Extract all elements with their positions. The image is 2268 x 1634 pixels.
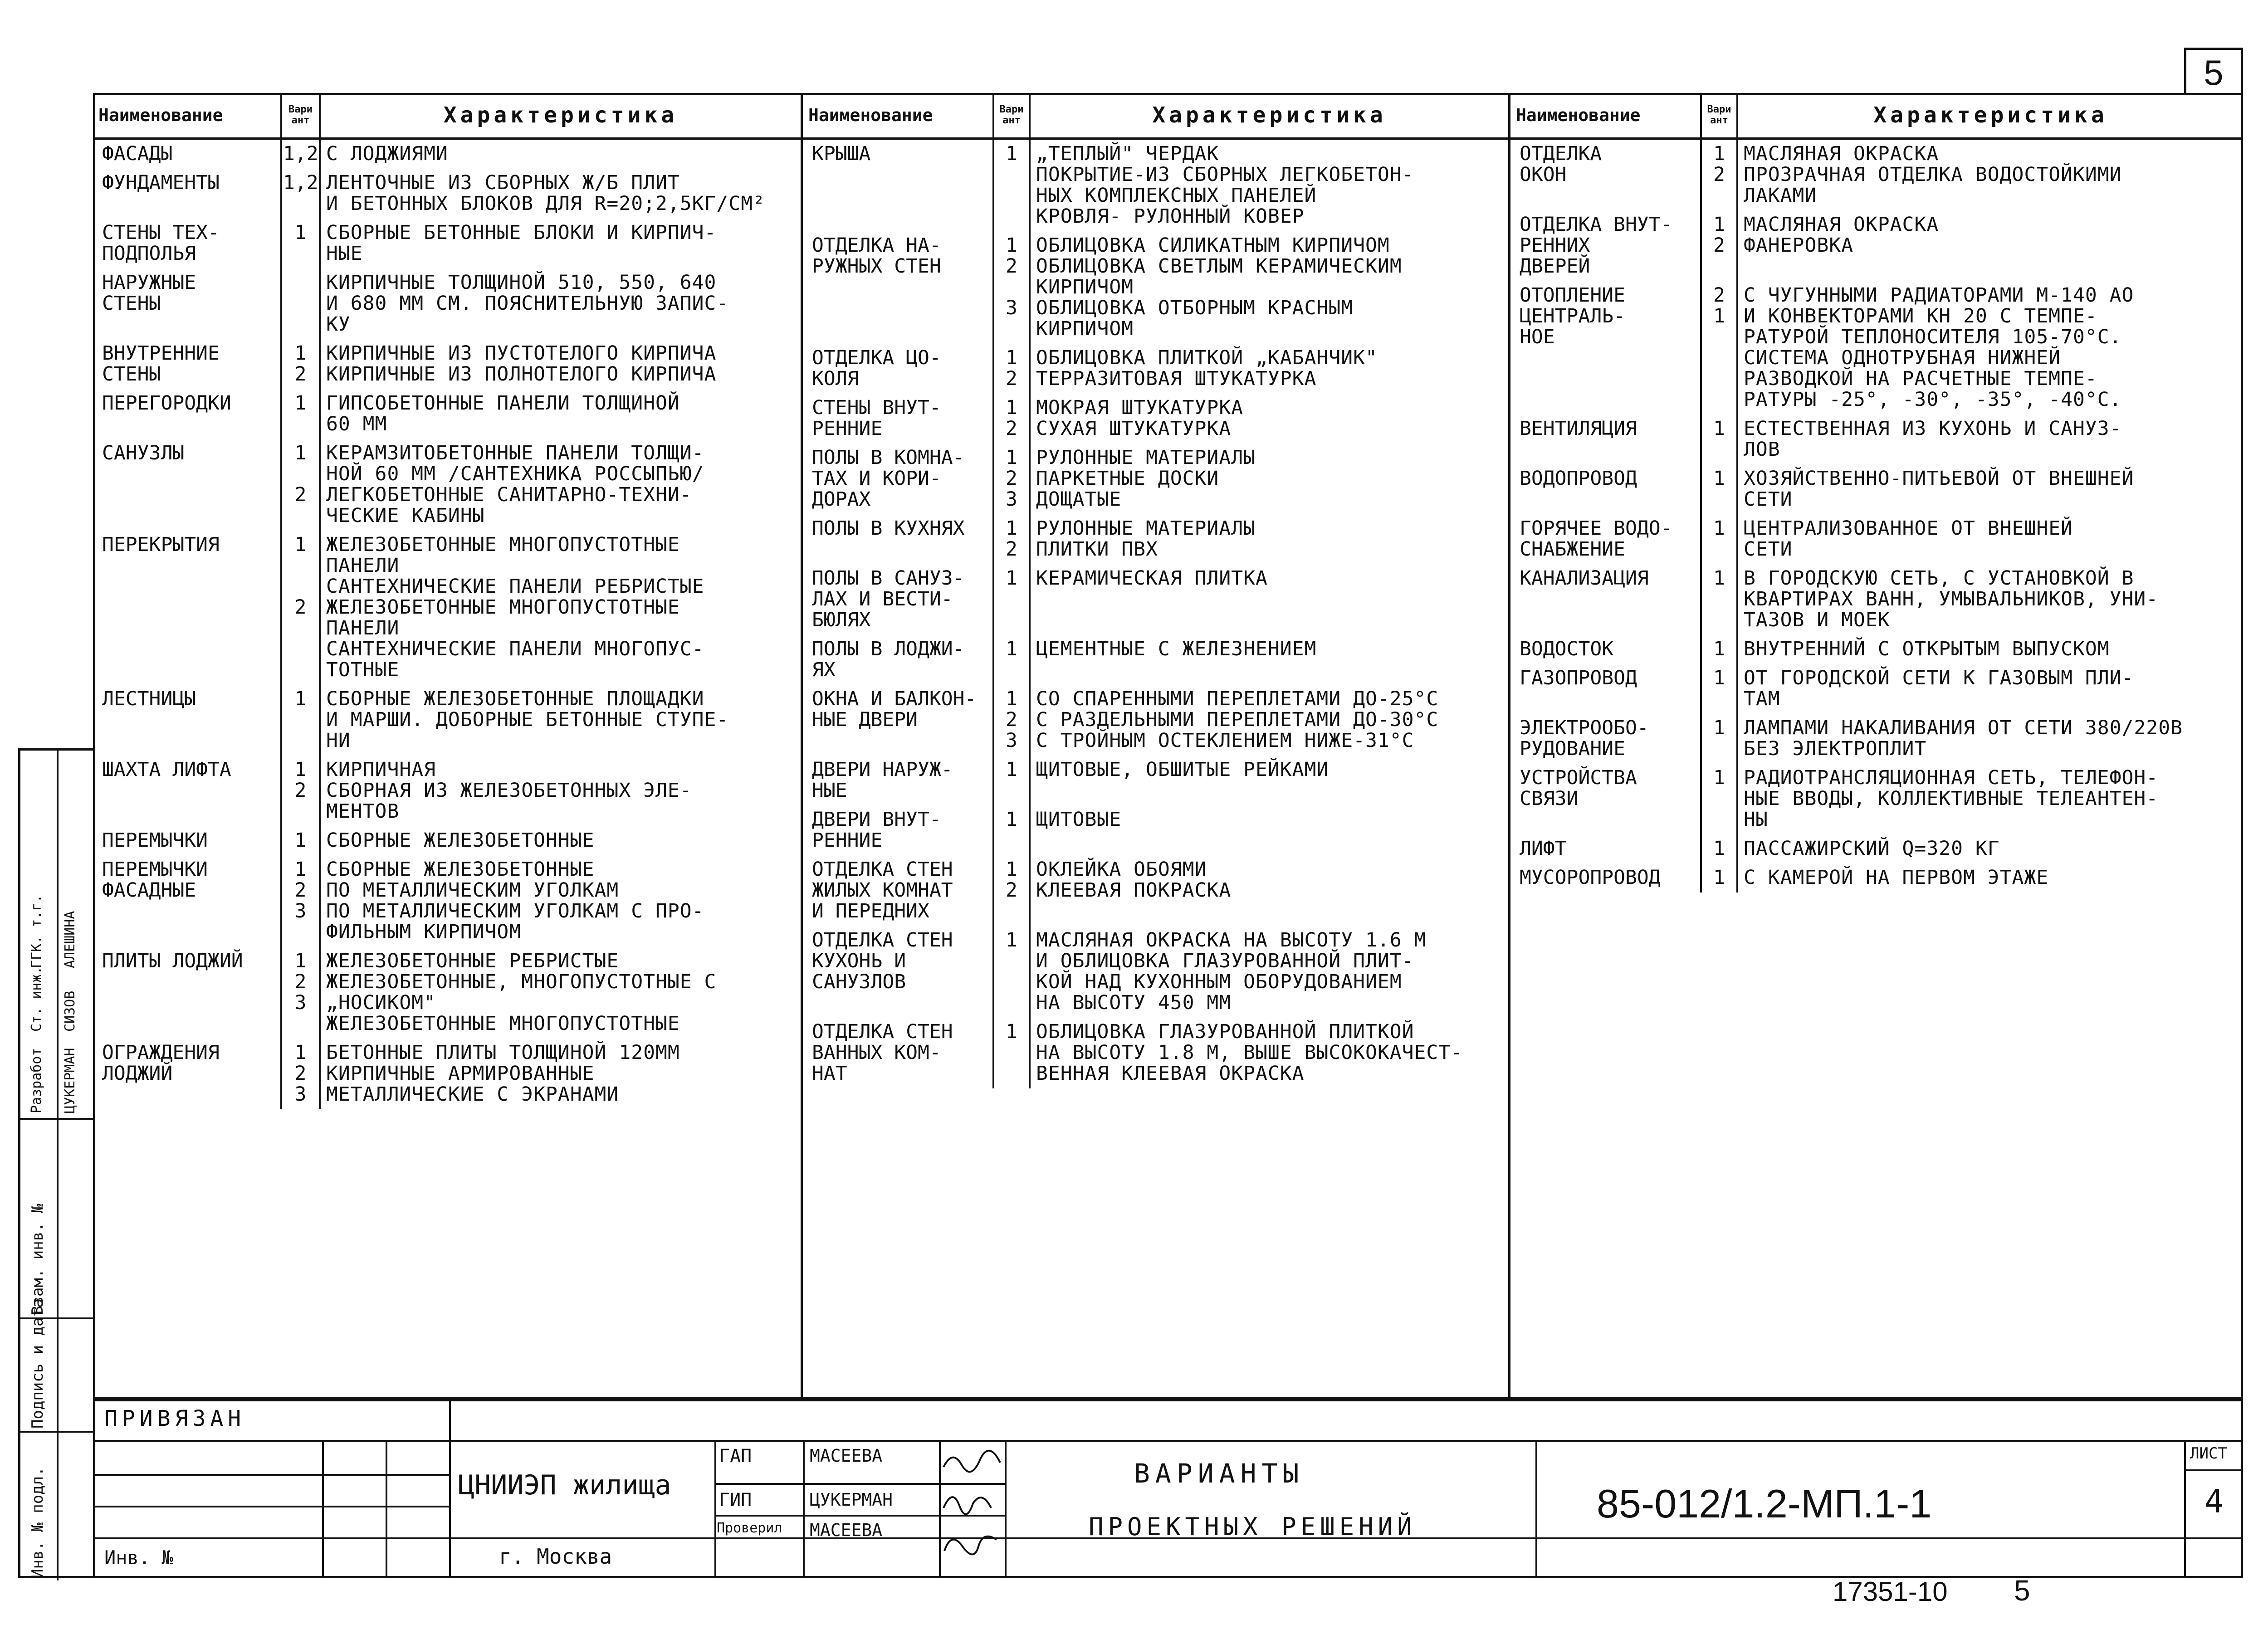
spec-row [1510,714,2243,764]
spec-row [803,231,1508,344]
row-name: ОТОПЛЕНИЕ ЦЕНТРАЛЬ- НОЕ [1520,284,1625,348]
row-characteristic: МАСЛЯНАЯ ОКРАСКА ПРОЗРАЧНАЯ ОТДЕЛКА ВОДОСТОЙКИМИ ЛАКАМИ [1737,139,2243,211]
row-characteristic: ОБЛИЦОВКА СИЛИКАТНЫМ КИРПИЧОМ ОБЛИЦОВКА СВЕТЛЫМ КЕРАМИЧЕСКИМ КИРПИЧОМ ОБЛИЦОВКА ОТБОРНЫМ КРАСНЫМ КИРПИЧОМ [1030,231,1508,344]
spec-rows-1 [93,139,801,1110]
row-name: КАНАЛИЗАЦИЯ [1520,567,1649,590]
role-checked: Проверил [717,1520,782,1536]
organization: ЦНИИЭП жилища [458,1469,671,1501]
row-variant: 1 2 3 [993,231,1030,344]
row-characteristic: С ЛОДЖИЯМИ [320,139,801,169]
row-characteristic: ОКЛЕЙКА ОБОЯМИ КЛЕЕВАЯ ПОКРАСКА [1030,855,1508,926]
spec-row [803,444,1508,514]
spec-row [93,756,801,826]
row-name: ПОЛЫ В КОМНА- ТАХ И КОРИ- ДОРАХ [812,446,965,511]
row-variant: 1 [1701,464,1737,514]
spec-rows-3 [1510,139,2243,893]
header-variant: Вари ант [993,93,1030,139]
row-characteristic: ГИПСОБЕТОННЫЕ ПАНЕЛИ ТОЛЩИНОЙ 60 ММ [320,389,801,439]
row-name: ОТДЕЛКА ВНУТ- РЕННИХ ДВЕРЕЙ [1520,213,1672,278]
row-name: ДВЕРИ ВНУТ- РЕННИЕ [812,808,941,852]
role-gap: ГАП [719,1446,752,1467]
spec-rows-2 [803,139,1508,1089]
row-characteristic: ЩИТОВЫЕ [1030,805,1508,855]
row-name: ЛИФТ [1520,837,1567,860]
header-name: Наименование [93,93,281,139]
row-characteristic: ПАССАЖИРСКИЙ Q=320 КГ [1737,834,2243,863]
list-value: 4 [2204,1483,2224,1520]
row-characteristic: ЖЕЛЕЗОБЕТОННЫЕ РЕБРИСТЫЕ ЖЕЛЕЗОБЕТОННЫЕ, МНОГОПУСТОТНЫЕ С „НОСИКОМ" ЖЕЛЕЗОБЕТОННЫЕ МНОГОПУСТОТНЫЕ [320,947,801,1039]
row-variant: 1 2 3 [281,947,320,1039]
row-variant: 1 [281,219,320,268]
spec-panel-3 [1510,93,2243,1399]
title-line-1: ВАРИАНТЫ [1134,1458,1305,1489]
row-variant: 1 2 3 [993,444,1030,514]
sidebar-name-1: ЦУКЕРМАН [62,1048,78,1113]
row-characteristic: РУЛОННЫЕ МАТЕРИАЛЫ ПАРКЕТНЫЕ ДОСКИ ДОЩАТЫЕ [1030,444,1508,514]
row-name: ДВЕРИ НАРУЖ- НЫЕ [812,758,953,802]
row-name: ВЕНТИЛЯЦИЯ [1520,417,1637,440]
spec-row [93,685,801,756]
row-variant: 1 [1701,764,1737,834]
spec-row [803,855,1508,926]
row-name: ФАСАДЫ [102,142,173,165]
row-name: ГАЗОПРОВОД [1520,667,1637,689]
archive-number: 17351-10 [1833,1576,1948,1607]
row-name: ОГРАЖДЕНИЯ ЛОДЖИЙ [102,1041,220,1085]
row-characteristic: МАСЛЯНАЯ ОКРАСКА ФАНЕРОВКА [1737,210,2243,281]
spec-row [93,268,801,339]
row-characteristic: „ТЕПЛЫЙ" ЧЕРДАК ПОКРЫТИЕ-ИЗ СБОРНЫХ ЛЕГКОБЕТОН- НЫХ КОМПЛЕКСНЫХ ПАНЕЛЕЙ КРОВЛЯ- РУЛОННЫЙ КОВЕР [1030,139,1508,232]
row-variant: 1 [1701,664,1737,714]
row-name: ПЕРЕГОРОДКИ [102,392,231,415]
inv-number-label: Инв. № [104,1546,173,1569]
row-characteristic: КЕРАМИЧЕСКАЯ ПЛИТКА [1030,564,1508,635]
row-name: ПОЛЫ В КУХНЯХ [812,517,965,540]
row-name: СТЕНЫ ВНУТ- РЕННИЕ [812,396,941,440]
row-variant: 1 [1701,714,1737,764]
row-variant: 1 [993,564,1030,635]
row-variant: 1 [281,826,320,855]
row-characteristic: ЩИТОВЫЕ, ОБШИТЫЕ РЕЙКАМИ [1030,756,1508,805]
row-name: ОТДЕЛКА ОКОН [1520,142,1602,186]
row-characteristic: С ЧУГУННЫМИ РАДИАТОРАМИ М-140 АО И КОНВЕКТОРАМИ КН 20 С ТЕМПЕ- РАТУРОЙ ТЕПЛОНОСИТЕЛЯ 105-70°С. СИСТЕМА ОДНОТРУБНАЯ НИЖНЕЙ РАЗВОДКОЙ НА РАСЧЕТНЫЕ ТЕМПЕ- РАТУРЫ -25°, -30°, -35°, -40°С. [1737,281,2243,415]
row-variant: 1 [1701,863,1737,893]
spec-panel-1 [93,93,803,1399]
sidebar-inv-label: Инв. № подл. [29,1467,47,1578]
spec-row [1510,464,2243,514]
row-characteristic: КИРПИЧНАЯ СБОРНАЯ ИЗ ЖЕЛЕЗОБЕТОННЫХ ЭЛЕ- МЕНТОВ [320,756,801,826]
row-name: ЭЛЕКТРООБО- РУДОВАНИЕ [1520,717,1649,760]
sidebar-sign-label: Подпись и дата [29,1298,47,1429]
row-variant: 1 [993,635,1030,685]
list-label: ЛИСТ [2190,1444,2227,1463]
spec-row [1510,564,2243,635]
spec-table-3 [1510,93,2243,893]
row-characteristic: БЕТОННЫЕ ПЛИТЫ ТОЛЩИНОЙ 120ММ КИРПИЧНЫЕ АРМИРОВАННЫЕ МЕТАЛЛИЧЕСКИЕ С ЭКРАНАМИ [320,1039,801,1109]
role-gip: ГИП [719,1490,752,1511]
spec-row [803,344,1508,394]
row-variant: 1 2 [1701,139,1737,211]
spec-row [93,826,801,855]
row-characteristic: ЦЕМЕНТНЫЕ С ЖЕЛЕЗНЕНИЕМ [1030,635,1508,685]
row-variant: 1 2 3 [993,685,1030,756]
row-variant: 1 [1701,514,1737,564]
row-characteristic: ЦЕНТРАЛИЗОВАННОЕ ОТ ВНЕШНЕЙ СЕТИ [1737,514,2243,564]
row-variant: 1 2 [1701,210,1737,281]
spec-row [1510,635,2243,664]
row-name: САНУЗЛЫ [102,442,185,464]
row-variant: 1 2 [281,531,320,685]
row-name: КРЫША [812,142,871,165]
row-variant: 1,2 [281,169,320,219]
spec-row [1510,415,2243,464]
row-variant: 1 2 3 [281,855,320,947]
row-characteristic: ЕСТЕСТВЕННАЯ ИЗ КУХОНЬ И САНУЗ- ЛОВ [1737,415,2243,464]
row-variant: 1 2 [993,394,1030,444]
row-characteristic: МОКРАЯ ШТУКАТУРКА СУХАЯ ШТУКАТУРКА [1030,394,1508,444]
row-variant: 1 [281,389,320,439]
spec-row [93,169,801,219]
sidebar-role-3: ГГК. т.г. [29,894,44,968]
name-checked: МАСЕЕВА [810,1520,883,1540]
spec-row [803,805,1508,855]
row-characteristic: РУЛОННЫЕ МАТЕРИАЛЫ ПЛИТКИ ПВХ [1030,514,1508,564]
spec-row [93,947,801,1039]
title-line-2: ПРОЕКТНЫХ РЕШЕНИЙ [1089,1512,1417,1541]
archive-page: 5 [2014,1574,2030,1607]
row-name: УСТРОЙСТВА СВЯЗИ [1520,766,1637,810]
row-variant: 1 2 [993,855,1030,926]
row-variant: 1 [1701,635,1737,664]
row-characteristic: ВНУТРЕННИЙ С ОТКРЫТЫМ ВЫПУСКОМ [1737,635,2243,664]
row-characteristic: ЖЕЛЕЗОБЕТОННЫЕ МНОГОПУСТОТНЫЕ ПАНЕЛИ САНТЕХНИЧЕСКИЕ ПАНЕЛИ РЕБРИСТЫЕ ЖЕЛЕЗОБЕТОННЫЕ МНОГОПУСТОТНЫЕ ПАНЕЛИ САНТЕХНИЧЕСКИЕ ПАНЕЛИ МНОГОПУС- ТОТНЫЕ [320,531,801,685]
row-variant: 1,2 [281,139,320,169]
header-variant: Вари ант [1701,93,1737,139]
row-characteristic: С КАМЕРОЙ НА ПЕРВОМ ЭТАЖЕ [1737,863,2243,893]
row-name: НАРУЖНЫЕ СТЕНЫ [102,271,196,315]
row-variant: 1 [1701,415,1737,464]
row-characteristic: СБОРНЫЕ БЕТОННЫЕ БЛОКИ И КИРПИЧ- НЫЕ [320,219,801,268]
spec-row [1510,139,2243,211]
row-variant: 1 [1701,834,1737,863]
row-characteristic: ХОЗЯЙСТВЕННО-ПИТЬЕВОЙ ОТ ВНЕШНЕЙ СЕТИ [1737,464,2243,514]
row-variant: 1 [993,139,1030,232]
sidebar-name-3: АЛЕШИНА [62,911,78,968]
spec-row [1510,514,2243,564]
row-variant: 1 2 [993,514,1030,564]
row-variant: 1 2 [281,339,320,389]
row-variant: 1 [993,756,1030,805]
signatures [940,1442,1003,1576]
row-characteristic: В ГОРОДСКУЮ СЕТЬ, С УСТАНОВКОЙ В КВАРТИРАХ ВАНН, УМЫВАЛЬНИКОВ, УНИ- ТАЗОВ И МОЕК [1737,564,2243,635]
row-characteristic: КЕРАМЗИТОБЕТОННЫЕ ПАНЕЛИ ТОЛЩИ- НОЙ 60 ММ /САНТЕХНИКА РОССЫПЬЮ/ ЛЕГКОБЕТОННЫЕ САНИТАРНО-ТЕХНИ- ЧЕСКИЕ КАБИНЫ [320,439,801,531]
row-characteristic: ОБЛИЦОВКА ПЛИТКОЙ „КАБАНЧИК" ТЕРРАЗИТОВАЯ ШТУКАТУРКА [1030,344,1508,394]
sidebar-role-2: Ст. инж. [29,966,44,1032]
row-name: ВНУТРЕННИЕ СТЕНЫ [102,342,220,385]
row-characteristic: МАСЛЯНАЯ ОКРАСКА НА ВЫСОТУ 1.6 М И ОБЛИЦОВКА ГЛАЗУРОВАННОЙ ПЛИТ- КОЙ НАД КУХОННЫМ ОБОРУДОВАНИЕМ НА ВЫСОТУ 450 ММ [1030,926,1508,1018]
spec-row [803,756,1508,805]
row-characteristic: СБОРНЫЕ ЖЕЛЕЗОБЕТОННЫЕ ПЛОЩАДКИ И МАРШИ. ДОБОРНЫЕ БЕТОННЫЕ СТУПЕ- НИ [320,685,801,756]
city: г. Москва [499,1544,612,1569]
document-code: 85-012/1.2-МП.1-1 [1597,1481,1932,1526]
row-characteristic: ОБЛИЦОВКА ГЛАЗУРОВАННОЙ ПЛИТКОЙ НА ВЫСОТУ 1.8 М, ВЫШЕ ВЫСОКОКАЧЕСТ- ВЕННАЯ КЛЕЕВАЯ ОКРАСКА [1030,1018,1508,1088]
header-characteristic: Характеристика [1030,93,1508,139]
row-name: ОТДЕЛКА СТЕН ЖИЛЫХ КОМНАТ И ПЕРЕДНИХ [812,858,953,922]
spec-row [803,685,1508,756]
row-variant: 1 2 3 [281,1039,320,1109]
spec-row [803,394,1508,444]
row-variant: 1 2 [281,439,320,531]
title-block [93,1399,2243,1578]
row-name: МУСОРОПРОВОД [1520,866,1661,889]
spec-row [93,855,801,947]
sidebar-name-2: СИЗОВ [62,990,78,1032]
row-characteristic: РАДИОТРАНСЛЯЦИОННАЯ СЕТЬ, ТЕЛЕФОН- НЫЕ ВВОДЫ, КОЛЛЕКТИВНЫЕ ТЕЛЕАНТЕН- НЫ [1737,764,2243,834]
header-characteristic: Характеристика [320,93,801,139]
name-gip: ЦУКЕРМАН [810,1490,893,1510]
left-sidebar [18,748,93,1578]
row-name: ЛЕСТНИЦЫ [102,688,196,710]
row-characteristic: ОТ ГОРОДСКОЙ СЕТИ К ГАЗОВЫМ ПЛИ- ТАМ [1737,664,2243,714]
header-name: Наименование [803,93,993,139]
name-gap: МАСЕЕВА [810,1446,883,1466]
row-name: ВОДОПРОВОД [1520,467,1637,490]
row-name: ОТДЕЛКА НА- РУЖНЫХ СТЕН [812,234,941,278]
row-characteristic: КИРПИЧНЫЕ ИЗ ПУСТОТЕЛОГО КИРПИЧА КИРПИЧНЫЕ ИЗ ПОЛНОТЕЛОГО КИРПИЧА [320,339,801,389]
row-name: ШАХТА ЛИФТА [102,758,231,781]
row-variant: 1 [993,805,1030,855]
header-characteristic: Характеристика [1737,93,2243,139]
sidebar-role-1: Разработ [29,1048,44,1113]
row-characteristic: ЛЕНТОЧНЫЕ ИЗ СБОРНЫХ Ж/Б ПЛИТ И БЕТОННЫХ БЛОКОВ ДЛЯ R=20;2,5КГ/СМ² [320,169,801,219]
header-variant: Вари ант [281,93,320,139]
row-variant: 1 2 [993,344,1030,394]
row-name: ОКНА И БАЛКОН- НЫЕ ДВЕРИ [812,688,977,731]
row-variant: 1 2 [281,756,320,826]
row-variant: 1 [281,685,320,756]
row-name: ПЕРЕМЫЧКИ [102,829,208,852]
spec-row [93,531,801,685]
spec-row [803,926,1508,1018]
privyazan-label: ПРИВЯЗАН [104,1406,246,1431]
row-name: ФУНДАМЕНТЫ [102,171,220,194]
row-name: ПЕРЕКРЫТИЯ [102,533,220,556]
spec-table-1 [93,93,801,1109]
header-name: Наименование [1510,93,1701,139]
spec-row [1510,210,2243,281]
spec-row [93,1039,801,1109]
row-name: ОТДЕЛКА СТЕН ВАННЫХ КОМ- НАТ [812,1020,953,1085]
row-name: ПЕРЕМЫЧКИ ФАСАДНЫЕ [102,858,208,902]
row-characteristic: ЛАМПАМИ НАКАЛИВАНИЯ ОТ СЕТИ 380/220В БЕЗ ЭЛЕКТРОПЛИТ [1737,714,2243,764]
spec-panel-2 [803,93,1510,1399]
row-characteristic: СБОРНЫЕ ЖЕЛЕЗОБЕТОННЫЕ ПО МЕТАЛЛИЧЕСКИМ УГОЛКАМ ПО МЕТАЛЛИЧЕСКИМ УГОЛКАМ С ПРО- ФИЛЬНЫМ КИРПИЧОМ [320,855,801,947]
spec-row [93,339,801,389]
row-name: ПОЛЫ В ЛОДЖИ- ЯХ [812,638,965,681]
row-name: ГОРЯЧЕЕ ВОДО- СНАБЖЕНИЕ [1520,517,1672,561]
spec-row [93,219,801,268]
spec-row [1510,863,2243,893]
spec-row [803,564,1508,635]
row-name: СТЕНЫ ТЕХ- ПОДПОЛЬЯ [102,221,220,265]
spec-row [1510,764,2243,834]
row-characteristic: СБОРНЫЕ ЖЕЛЕЗОБЕТОННЫЕ [320,826,801,855]
row-variant: 1 [993,1018,1030,1088]
row-name: ОТДЕЛКА СТЕН КУХОНЬ И САНУЗЛОВ [812,929,953,993]
spec-row [1510,281,2243,415]
spec-row [93,139,801,169]
row-variant [281,268,320,339]
spec-row [803,1018,1508,1088]
row-name: ОТДЕЛКА ЦО- КОЛЯ [812,346,941,390]
row-variant: 1 [993,926,1030,1018]
row-variant: 1 [1701,564,1737,635]
sheet-number: 5 [2184,48,2243,95]
spec-row [803,139,1508,232]
spec-row [93,389,801,439]
row-characteristic: КИРПИЧНЫЕ ТОЛЩИНОЙ 510, 550, 640 И 680 ММ СМ. ПОЯСНИТЕЛЬНУЮ ЗАПИС- КУ [320,268,801,339]
row-name: ПЛИТЫ ЛОДЖИЙ [102,950,243,972]
sidebar-replace-label: Взам. инв. № [29,1204,47,1315]
spec-row [803,635,1508,685]
row-name: ПОЛЫ В САНУЗ- ЛАХ И ВЕСТИ- БЮЛЯХ [812,567,965,631]
row-variant: 2 1 [1701,281,1737,415]
spec-row [1510,834,2243,863]
row-characteristic: СО СПАРЕННЫМИ ПЕРЕПЛЕТАМИ ДО-25°С С РАЗДЕЛЬНЫМИ ПЕРЕПЛЕТАМИ ДО-30°С С ТРОЙНЫМ ОСТЕКЛЕНИЕМ НИЖЕ-31°С [1030,685,1508,756]
spec-row [93,439,801,531]
row-name: ВОДОСТОК [1520,638,1614,660]
spec-table-2 [803,93,1508,1088]
spec-row [803,514,1508,564]
spec-row [1510,664,2243,714]
